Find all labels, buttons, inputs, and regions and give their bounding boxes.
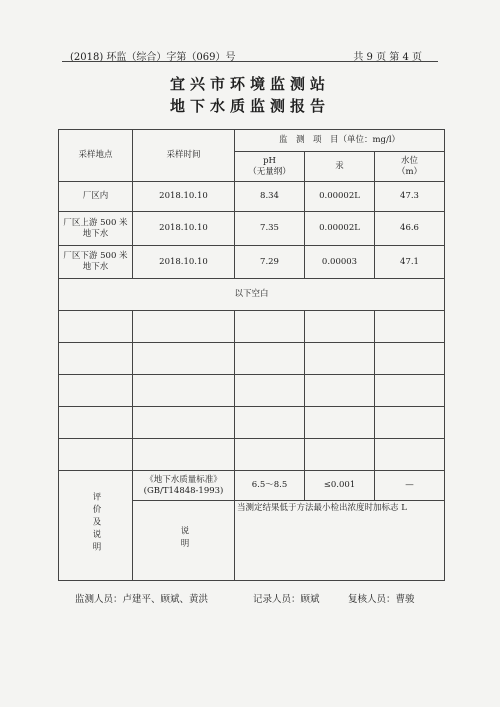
explain-label: 说明 (179, 526, 189, 551)
table-row (59, 212, 445, 246)
cell-time: 2018.10.10 (133, 182, 235, 212)
header-level (375, 152, 445, 182)
header-ph-label: pH (263, 155, 276, 166)
cell-ph: 8.34 (235, 182, 305, 212)
monitoring-table (58, 129, 445, 581)
std-ph: 6.5～8.5 (235, 471, 305, 501)
monitor-staff: 监测人员：卢建平、顾斌、黄洪 (75, 594, 209, 605)
cell-level: 47.3 (375, 182, 445, 212)
reviewer-staff: 复核人员：曹骏 (348, 594, 415, 605)
standard-cell (133, 471, 235, 501)
empty-row (59, 375, 445, 407)
cell-site: 厂区上游 500 米地下水 (59, 212, 133, 246)
cell-hg: 0.00003 (305, 246, 375, 279)
cell-ph: 7.35 (235, 212, 305, 246)
cell-time: 2018.10.10 (133, 212, 235, 246)
explain-label-cell (133, 501, 235, 581)
std-level: — (375, 471, 445, 501)
header-site: 采样地点 (59, 130, 133, 182)
cell-level: 46.6 (375, 212, 445, 246)
empty-row (59, 439, 445, 471)
empty-row (59, 343, 445, 375)
header-level-label: 水位 (400, 155, 418, 166)
std-hg: ≤0.001 (305, 471, 375, 501)
page-info: 共 9 页 第 4 页 (353, 52, 422, 63)
empty-row (59, 407, 445, 439)
station-title: 宜兴市环境监测站 (169, 75, 330, 93)
header-level-unit: （m） (396, 166, 423, 177)
cell-hg: 0.00002L (305, 182, 375, 212)
eval-label-cell (59, 471, 133, 581)
standard-name: 《地下水质量标准》 (145, 474, 222, 485)
eval-label: 评价及说明 (91, 492, 101, 555)
report-title: 地下水质监测报告 (169, 97, 330, 115)
table-row (59, 246, 445, 279)
document-number: (2018) 环监（综合）字第（069）号 (70, 52, 236, 63)
cell-site: 厂区内 (59, 182, 133, 212)
header-time: 采样时间 (133, 130, 235, 182)
header-divider (62, 61, 438, 62)
standard-code: (GB/T14848-1993) (143, 485, 224, 496)
explain-text: 当测定结果低于方法最小检出浓度时加标志 L (235, 501, 445, 581)
cell-hg: 0.00002L (305, 212, 375, 246)
cell-ph: 7.29 (235, 246, 305, 279)
cell-level: 47.1 (375, 246, 445, 279)
empty-row (59, 311, 445, 343)
header-hg: 汞 (305, 152, 375, 182)
cell-time: 2018.10.10 (133, 246, 235, 279)
header-ph (235, 152, 305, 182)
header-items: 监 测 项 目（单位：mg/l） (235, 130, 445, 152)
table-row (59, 182, 445, 212)
header-ph-unit: （无量纲） (248, 166, 291, 177)
blank-note: 以下空白 (59, 279, 445, 311)
recorder-staff: 记录人员：顾斌 (253, 594, 320, 605)
cell-site: 厂区下游 500 米地下水 (59, 246, 133, 279)
